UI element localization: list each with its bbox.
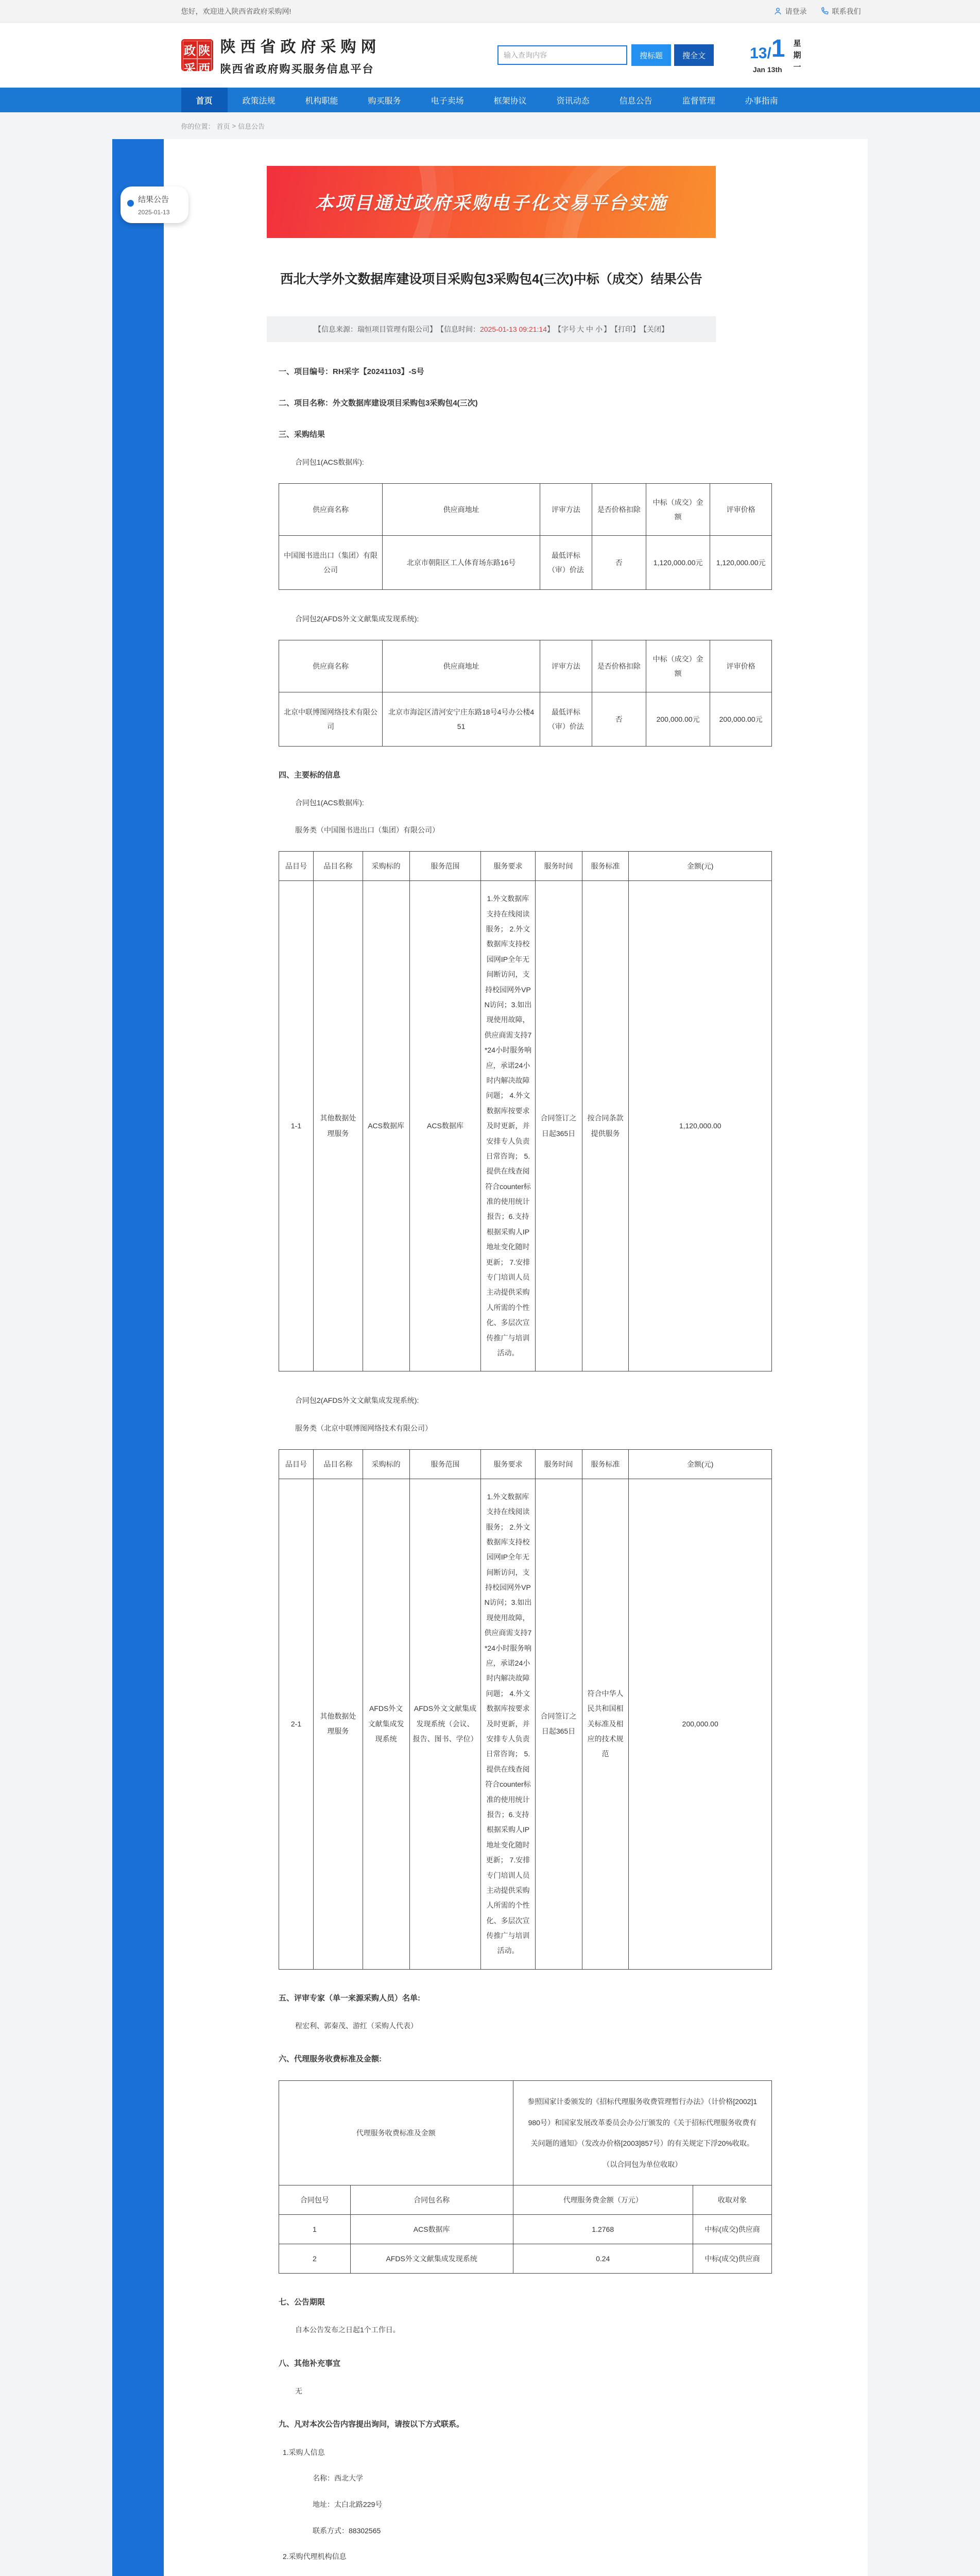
cell-supplier-name: 中国图书进出口（集团）有限公司 [279, 535, 383, 589]
header-cell: 是否价格扣除 [592, 483, 646, 535]
date-widget [750, 37, 801, 74]
header-cell: 供应商地址 [382, 483, 540, 535]
site-subtitle: 陕西省政府购买服务信息平台 [220, 61, 381, 76]
cell-service-standard: 按合同条款 提供服务 [582, 881, 629, 1371]
breadcrumb-label: 你的位置： [181, 121, 215, 131]
table-row [279, 1479, 772, 1969]
header-cell: 评审价格 [710, 640, 772, 692]
header-cell: 服务时间 [535, 852, 582, 881]
header-cell: 品目号 [279, 852, 314, 881]
cell-fee-amount: 0.24 [513, 2244, 693, 2274]
nav-item-guide[interactable]: 办事指南 [730, 88, 793, 112]
section8-heading: 八、其他补充事宜 [279, 2358, 772, 2368]
site-header [0, 23, 980, 88]
package2-service-class: 服务类（北京中联博图网络技术有限公司） [279, 1422, 772, 1435]
buyer-name: 名称：西北大学 [279, 2471, 772, 2485]
cell-amount: 1,120,000.00 [629, 881, 772, 1371]
contact-label: 联系我们 [832, 6, 861, 16]
nav-item-emarket[interactable]: 电子卖场 [416, 88, 479, 112]
date-month: 1 [771, 37, 785, 61]
header-cell: 收取对象 [693, 2185, 771, 2215]
header-cell: 供应商地址 [382, 640, 540, 692]
cell-review-method: 最低评标（审）价法 [540, 692, 592, 746]
section7-heading: 七、公告期限 [279, 2296, 772, 2307]
header-cell: 服务要求 [481, 1449, 535, 1479]
cell-award-amount: 200,000.00元 [646, 692, 710, 746]
header-cell: 评审方法 [540, 640, 592, 692]
header-cell: 中标（成交）金额 [646, 640, 710, 692]
header-cell: 合同包名称 [350, 2185, 513, 2215]
meta-time-suffix: 】 [547, 324, 554, 334]
header-cell: 代理服务费金额（万元） [513, 2185, 693, 2215]
nav-item-functions[interactable]: 机构职能 [290, 88, 353, 112]
package2-label: 合同包2(AFDS外文文献集成发现系统): [279, 1394, 772, 1407]
cell-fee-payer: 中标(成交)供应商 [693, 2215, 771, 2244]
header-cell: 服务标准 [582, 1449, 629, 1479]
cell-item-no: 1-1 [279, 881, 314, 1371]
breadcrumb-home[interactable]: 首页 [217, 121, 230, 131]
header-cell: 采购标的 [363, 852, 409, 881]
cell-package-no: 2 [279, 2244, 351, 2274]
cell-service-scope: AFDS外文文献集成发现系统（会议、报告、图书、学位） [409, 1479, 481, 1969]
announcement-period: 自本公告发布之日起1个工作日。 [279, 2324, 772, 2336]
close-button[interactable]: 【关闭】 [640, 324, 668, 334]
logo-seal-icon [181, 39, 213, 71]
section2-heading: 二、项目名称：外文数据库建设项目采购包3采购包4(三次) [279, 397, 772, 408]
buyer-contact: 联系方式：88302565 [279, 2524, 772, 2538]
cell-service-requirements: 1.外文数据库支持在线阅读服务； 2.外文数据库支持校园网IP全年无间断访问，支持校园网外VPN访问；3.如出现使用故障，供应商需支持7*24小时服务响应，承诺24小时内解决故障问题； 4.外文数据库按要求及时更新，并安排专人负责日常咨询； 5.提供在线查阅符合counter标准的使用统计报告；6.支持根据采购人IP地址变化随时更新； 7.安排专门培训人员主动提供采购人所需的个性化、多层次宣传推广与培训活动。 [481, 1479, 535, 1969]
other-matters: 无 [279, 2385, 772, 2398]
weekday-char: 期 [793, 49, 801, 60]
cell-amount: 200,000.00 [629, 1479, 772, 1969]
meta-font-suffix: 】 [604, 324, 611, 334]
header-cell: 金额(元) [629, 852, 772, 881]
site-title: 陕西省政府采购网 [220, 34, 381, 57]
result-table-package2 [279, 640, 772, 747]
phone-icon [820, 7, 829, 15]
user-icon [773, 7, 782, 15]
breadcrumb-bar [0, 112, 980, 139]
package2-label: 合同包2(AFDS外文文献集成发现系统): [279, 613, 772, 625]
meta-font-prefix: 【字号 [554, 324, 576, 334]
seal-char: 西 [197, 59, 212, 77]
section9-heading: 九、凡对本次公告内容提出询问，请按以下方式联系。 [279, 2418, 772, 2429]
detail-table-package2 [279, 1449, 772, 1970]
login-link[interactable] [773, 6, 807, 16]
cell-package-name: ACS数据库 [350, 2215, 513, 2244]
table-row [279, 2215, 772, 2244]
date-day: 13/ [750, 46, 771, 61]
header-cell: 评审方法 [540, 483, 592, 535]
cell-fee-standard-label: 代理服务收费标准及金额 [279, 2081, 513, 2185]
content-card [112, 139, 868, 2576]
search-fulltext-button[interactable]: 搜全文 [674, 44, 714, 66]
cell-service-time: 合同签订之日起365日 [535, 881, 582, 1371]
section3-heading: 三、采购结果 [279, 429, 772, 439]
header-cell: 品目名称 [313, 852, 363, 881]
header-cell: 采购标的 [363, 1449, 409, 1479]
sidebar-tab-date: 2025-01-13 [138, 209, 182, 216]
meta-source: 【信息来源：瑞恒项目管理有限公司】 [314, 324, 437, 334]
agency-fee-table [279, 2080, 772, 2274]
package1-label: 合同包1(ACS数据库): [279, 796, 772, 809]
cell-service-scope: ACS数据库 [409, 881, 481, 1371]
header-cell: 服务要求 [481, 852, 535, 881]
cell-package-no: 1 [279, 2215, 351, 2244]
header-cell: 中标（成交）金额 [646, 483, 710, 535]
header-cell: 金额(元) [629, 1449, 772, 1479]
cell-award-amount: 1,120,000.00元 [646, 535, 710, 589]
section1-heading: 一、项目编号：RH采字【20241103】-S号 [279, 366, 772, 377]
result-table-package1 [279, 483, 772, 590]
section4-heading: 四、主要标的信息 [279, 769, 772, 780]
cell-service-requirements: 1.外文数据库支持在线阅读服务； 2.外文数据库支持校园网IP全年无间断访问，支持校园网外VPN访问；3.如出现使用故障，供应商需支持7*24小时服务响应，承诺24小时内解决故障问题； 4.外文数据库按要求及时更新，并安排专人负责日常咨询； 5.提供在线查阅符合counter标准的使用统计报告；6.支持根据采购人IP地址变化随时更新； 7.安排专门培训人员主动提供采购人所需的个性化、多层次宣传推广与培训活动。 [481, 881, 535, 1371]
search-input[interactable] [497, 45, 627, 65]
cell-item-name: 其他数据处理服务 [313, 881, 363, 1371]
login-label: 请登录 [785, 6, 807, 16]
nav-item-purchase-services[interactable]: 购买服务 [353, 88, 416, 112]
cell-supplier-name: 北京中联博图网络技术有限公司 [279, 692, 383, 746]
nav-item-news[interactable]: 资讯动态 [542, 88, 605, 112]
cell-review-price: 1,120,000.00元 [710, 535, 772, 589]
cell-review-price: 200,000.00元 [710, 692, 772, 746]
cell-package-name: AFDS外文文献集成发现系统 [350, 2244, 513, 2274]
site-logo[interactable] [181, 34, 381, 76]
bullet-dot-icon [127, 200, 134, 207]
nav-item-announcements[interactable]: 信息公告 [605, 88, 667, 112]
seal-char: 陕 [197, 41, 212, 59]
header-cell: 供应商名称 [279, 640, 383, 692]
agency-info-title: 2.采购代理机构信息 [279, 2550, 772, 2564]
section5-heading: 五、评审专家（单一来源采购人员）名单: [279, 1992, 772, 2003]
cell-review-method: 最低评标（审）价法 [540, 535, 592, 589]
breadcrumb-current[interactable]: 信息公告 [238, 121, 265, 131]
font-size-small-button[interactable]: 小 [594, 324, 604, 334]
table-row [279, 692, 772, 746]
header-cell: 评审价格 [710, 483, 772, 535]
cell-procurement-target: AFDS外文文献集成发现系统 [363, 1479, 409, 1969]
detail-table-package1 [279, 851, 772, 1371]
cell-fee-amount: 1.2768 [513, 2215, 693, 2244]
weekday-label [793, 37, 801, 72]
table-row [279, 881, 772, 1371]
search-bar [497, 44, 714, 66]
cell-fee-standard-text: 参照国家计委颁发的《招标代理服务收费管理暂行办法》（计价格[2002]1980号）和国家发展改革委员会办公厅颁发的《关于招标代理服务收费有关问题的通知》（发改办价格[2003]857号）的有关规定下浮20%收取。（以合同包为单位收取） [513, 2081, 771, 2185]
buyer-info-title: 1.采购人信息 [279, 2446, 772, 2460]
font-size-large-button[interactable]: 大 [576, 324, 585, 334]
expert-list: 程宏利、郭秦茂、游红（采购人代表） [279, 2020, 772, 2032]
weekday-char: 星 [793, 38, 801, 48]
cell-item-name: 其他数据处理服务 [313, 1479, 363, 1969]
date-english: Jan 13th [753, 65, 782, 74]
header-cell: 供应商名称 [279, 483, 383, 535]
weekday-char: 一 [793, 61, 801, 72]
article-body [279, 366, 772, 2576]
font-size-medium-button[interactable]: 中 [585, 324, 594, 334]
contact-link[interactable] [820, 6, 861, 16]
header-cell: 服务时间 [535, 1449, 582, 1479]
breadcrumb-separator: > [232, 122, 236, 130]
header-cell: 服务范围 [409, 1449, 481, 1479]
article-meta-bar [267, 316, 716, 342]
table-row [279, 535, 772, 589]
nav-item-home[interactable]: 首页 [181, 88, 228, 112]
nav-item-policies[interactable]: 政策法规 [228, 88, 290, 112]
platform-banner [267, 166, 716, 238]
package1-label: 合同包1(ACS数据库): [279, 456, 772, 469]
nav-item-framework[interactable]: 框架协议 [479, 88, 542, 112]
header-cell: 是否价格扣除 [592, 640, 646, 692]
main-nav [0, 88, 980, 112]
print-button[interactable]: 【打印】 [611, 324, 640, 334]
search-title-button[interactable]: 搜标题 [631, 44, 671, 66]
cell-service-standard: 符合中华人民共和国相关标准及相应的技术规范 [582, 1479, 629, 1969]
article-title: 西北大学外文数据库建设项目采购包3采购包4(三次)中标（成交）结果公告 [267, 270, 716, 290]
sidebar-tab-title: 结果公告 [138, 194, 182, 205]
seal-char: 政 [183, 41, 197, 59]
header-cell: 品目号 [279, 1449, 314, 1479]
cell-supplier-address: 北京市朝阳区工人体育场东路16号 [382, 535, 540, 589]
cell-procurement-target: ACS数据库 [363, 881, 409, 1371]
nav-item-supervision[interactable]: 监督管理 [667, 88, 730, 112]
welcome-text: 您好，欢迎进入陕西省政府采购网! [181, 6, 291, 16]
meta-time: 2025-01-13 09:21:14 [480, 325, 547, 333]
left-blue-strip [112, 139, 164, 2576]
buyer-address: 地址：太白北路229号 [279, 2498, 772, 2512]
sidebar-tab-result-announcement[interactable] [121, 187, 188, 223]
table-row [279, 2244, 772, 2274]
cell-fee-payer: 中标(成交)供应商 [693, 2244, 771, 2274]
header-cell: 服务范围 [409, 852, 481, 881]
cell-service-time: 合同签订之日起365日 [535, 1479, 582, 1969]
section6-heading: 六、代理服务收费标准及金额: [279, 2053, 772, 2064]
topbar [0, 0, 980, 23]
package1-service-class: 服务类（中国图书进出口（集团）有限公司） [279, 824, 772, 837]
cell-price-deduction: 否 [592, 692, 646, 746]
seal-char: 采 [183, 59, 197, 77]
header-cell: 服务标准 [582, 852, 629, 881]
cell-supplier-address: 北京市海淀区清河安宁庄东路18号4号办公楼451 [382, 692, 540, 746]
cell-price-deduction: 否 [592, 535, 646, 589]
meta-time-prefix: 【信息时间： [437, 324, 480, 334]
header-cell: 品目名称 [313, 1449, 363, 1479]
cell-item-no: 2-1 [279, 1479, 314, 1969]
banner-text: 本项目通过政府采购电子化交易平台实施 [315, 189, 667, 215]
header-cell: 合同包号 [279, 2185, 351, 2215]
